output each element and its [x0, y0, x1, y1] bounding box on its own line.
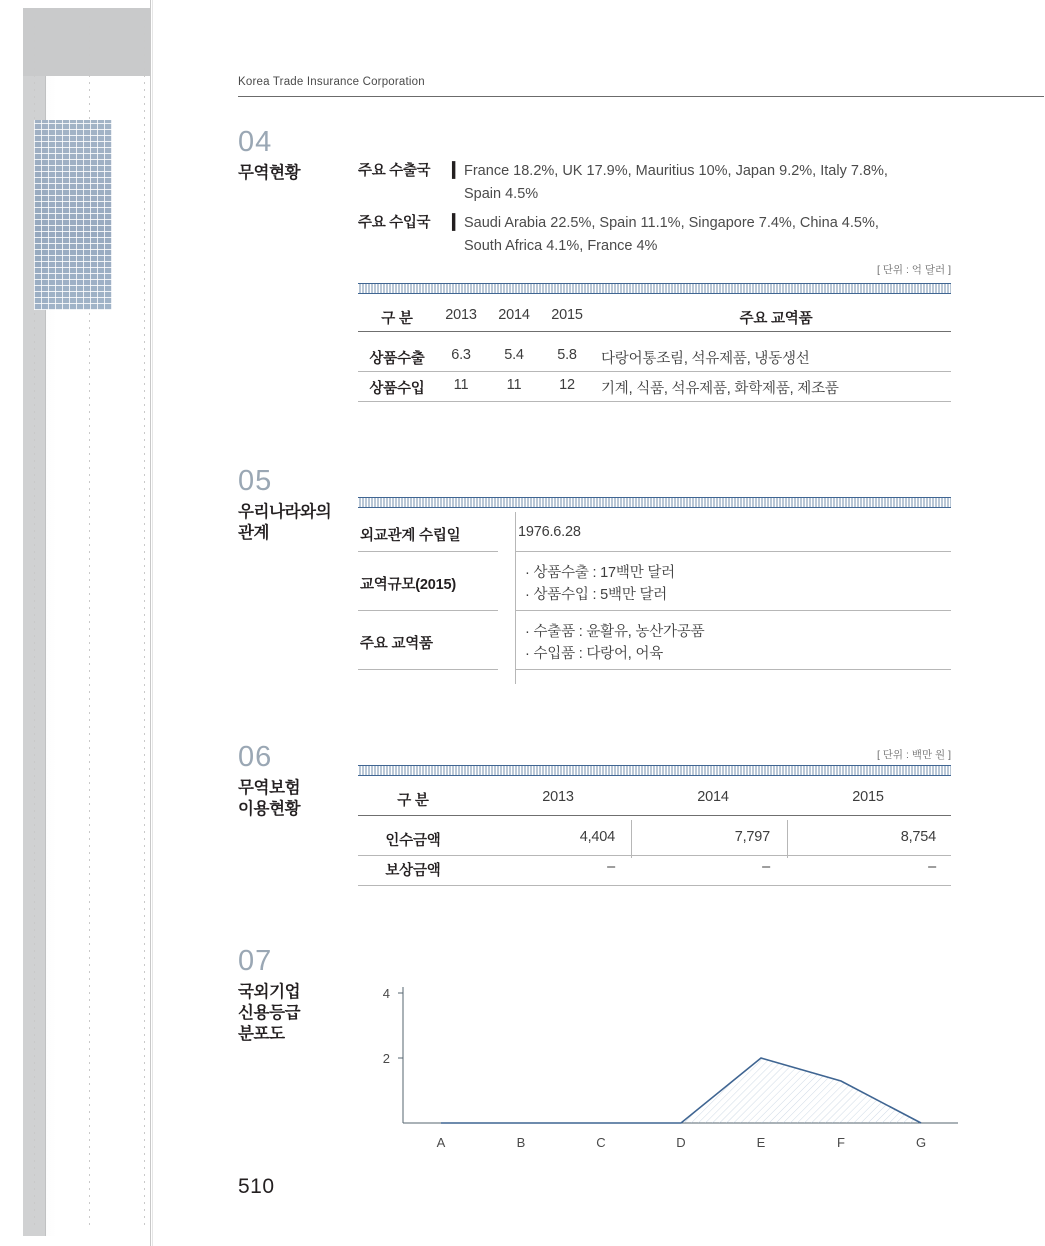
section-07-title-line2: 신용등급: [238, 1004, 301, 1022]
insurance-row2-2013: –: [607, 859, 615, 875]
relations-row1-value-rule: [515, 551, 951, 552]
import-countries-label: 주요 수입국: [358, 215, 431, 231]
trade-table-bottom-rule: [358, 401, 951, 402]
chart-xtick-C: C: [596, 1135, 606, 1150]
chart-ytick-4: 4: [382, 986, 390, 1001]
section-07-number: 07: [238, 945, 273, 977]
section-04-number: 04: [238, 126, 273, 158]
chart-xtick-G: G: [915, 1135, 927, 1150]
chart-xtick-F: F: [837, 1135, 845, 1150]
relations-table-top-band: [358, 497, 951, 508]
insurance-row1-2015: 8,754: [900, 829, 936, 845]
trade-table-row1-2013: 6.3: [451, 347, 471, 363]
trade-table-row1-rule: [358, 371, 951, 372]
insurance-bottom-rule: [358, 885, 951, 886]
relations-row2-label-rule: [358, 610, 498, 611]
gutter-thumbnail-image: [34, 120, 112, 310]
insurance-header-2015: 2015: [852, 789, 884, 805]
page-number: 510: [238, 1175, 275, 1198]
section-07-title-line3: 분포도: [238, 1025, 285, 1043]
export-countries-label: 주요 수출국: [358, 163, 431, 179]
import-countries-value-line2: South Africa 4.1%, France 4%: [464, 238, 658, 254]
section-05: [238, 467, 331, 544]
trade-table-header-2015: 2015: [551, 307, 583, 323]
trade-table-top-band: [358, 283, 951, 294]
trade-table-header-2013: 2013: [445, 307, 477, 323]
import-countries-row: [358, 212, 998, 258]
relations-table-vertical-rule: [515, 512, 516, 684]
relations-row2-value-rule: [515, 610, 951, 611]
relations-row1-label: 외교관계 수립일: [360, 528, 461, 544]
insurance-row1-2014: 7,797: [734, 829, 770, 845]
relations-row3-label: 주요 교역품: [360, 636, 433, 652]
insurance-row2-2015: –: [928, 859, 936, 875]
header-rule: [238, 96, 1044, 97]
trade-table-row1-label: 상품수출: [369, 351, 425, 367]
insurance-table-top-band: [358, 765, 951, 776]
section-06-title-line2: 이용현황: [238, 800, 301, 818]
trade-table-row2-2015: 12: [559, 377, 575, 393]
relations-row3-value-line2: · 수입품 : 다랑어, 어육: [525, 646, 664, 662]
trade-table-header-rule: [358, 331, 951, 332]
insurance-row2-label: 보상금액: [385, 863, 441, 879]
insurance-table-unit: [ 단위 : 백만 원 ]: [876, 749, 951, 761]
trade-table-header-2014: 2014: [498, 307, 530, 323]
section-05-title-line1: 우리나라와의: [238, 503, 332, 521]
section-07: [238, 947, 300, 1045]
section-06-number: 06: [238, 741, 273, 773]
chart-xtick-B: B: [516, 1135, 526, 1150]
chart-xtick-A: A: [436, 1135, 446, 1150]
relations-row2-value-line2: · 상품수입 : 5백만 달러: [525, 587, 668, 603]
section-07-title-line1: 국외기업: [238, 983, 301, 1001]
divider-bar: ▎: [452, 163, 464, 179]
relations-row2-value-line1: · 상품수출 : 17백만 달러: [525, 565, 675, 581]
insurance-row1-2013: 4,404: [579, 829, 615, 845]
insurance-row1-label: 인수금액: [385, 833, 441, 849]
insurance-header-2014: 2014: [697, 789, 729, 805]
export-countries-value-line2: Spain 4.5%: [464, 186, 539, 202]
section-04-title: 무역현황: [238, 164, 301, 182]
insurance-header-division: 구 분: [397, 793, 429, 809]
insurance-header-2013: 2013: [542, 789, 574, 805]
chart-ytick-2: 2: [382, 1051, 390, 1066]
insurance-row2-2014: –: [762, 859, 770, 875]
section-04: [238, 128, 300, 184]
book-gutter: [0, 0, 150, 1246]
trade-table-row2-goods: 기계, 식품, 석유제품, 화학제품, 제조품: [601, 381, 839, 397]
section-06: [238, 743, 300, 820]
chart-area-fill: [441, 1058, 921, 1123]
insurance-header-rule: [358, 815, 951, 816]
export-countries-row: [358, 160, 998, 206]
trade-table-row2-2014: 11: [506, 377, 522, 393]
trade-table-row1-goods: 다랑어통조림, 석유제품, 냉동생선: [601, 351, 810, 367]
import-countries-value-line1: Saudi Arabia 22.5%, Spain 11.1%, Singapore 7.4%, China 4.5%,: [464, 215, 879, 231]
trade-table-unit: [ 단위 : 억 달러 ]: [876, 264, 951, 276]
trade-table-header-goods: 주요 교역품: [739, 311, 813, 327]
section-06-title-line1: 무역보험: [238, 779, 301, 797]
section-05-title-line2: 관계: [238, 524, 270, 542]
relations-row1-value: 1976.6.28: [518, 524, 581, 540]
running-head: Korea Trade Insurance Corporation: [238, 76, 425, 88]
chart-xtick-D: D: [676, 1135, 686, 1150]
relations-row3-label-rule: [358, 669, 498, 670]
export-countries-value-line1: France 18.2%, UK 17.9%, Mauritius 10%, Japan 9.2%, Italy 7.8%,: [464, 163, 888, 179]
relations-row3-value-line1: · 수출품 : 윤활유, 농산가공품: [525, 624, 705, 640]
relations-row1-label-rule: [358, 551, 498, 552]
trade-table-header-division: 구 분: [381, 311, 413, 327]
chart-xtick-E: E: [756, 1135, 766, 1150]
credit-rating-chart-svg: [358, 975, 978, 1160]
divider-bar: ▎: [452, 215, 464, 231]
credit-rating-chart: [358, 975, 978, 1160]
insurance-vline-2: [787, 820, 788, 858]
trade-table-row1-2015: 5.8: [557, 347, 577, 363]
relations-row3-value-rule: [515, 669, 951, 670]
trade-table-row2-2013: 11: [453, 377, 469, 393]
insurance-row1-rule: [358, 855, 951, 856]
insurance-vline-1: [631, 820, 632, 858]
page-edge-line: [150, 0, 151, 1246]
trade-table-row1-2014: 5.4: [504, 347, 524, 363]
relations-row2-label: 교역규모(2015): [360, 577, 456, 593]
document-page: [153, 0, 1045, 1246]
section-05-number: 05: [238, 465, 273, 497]
trade-table-row2-label: 상품수입: [369, 381, 425, 397]
